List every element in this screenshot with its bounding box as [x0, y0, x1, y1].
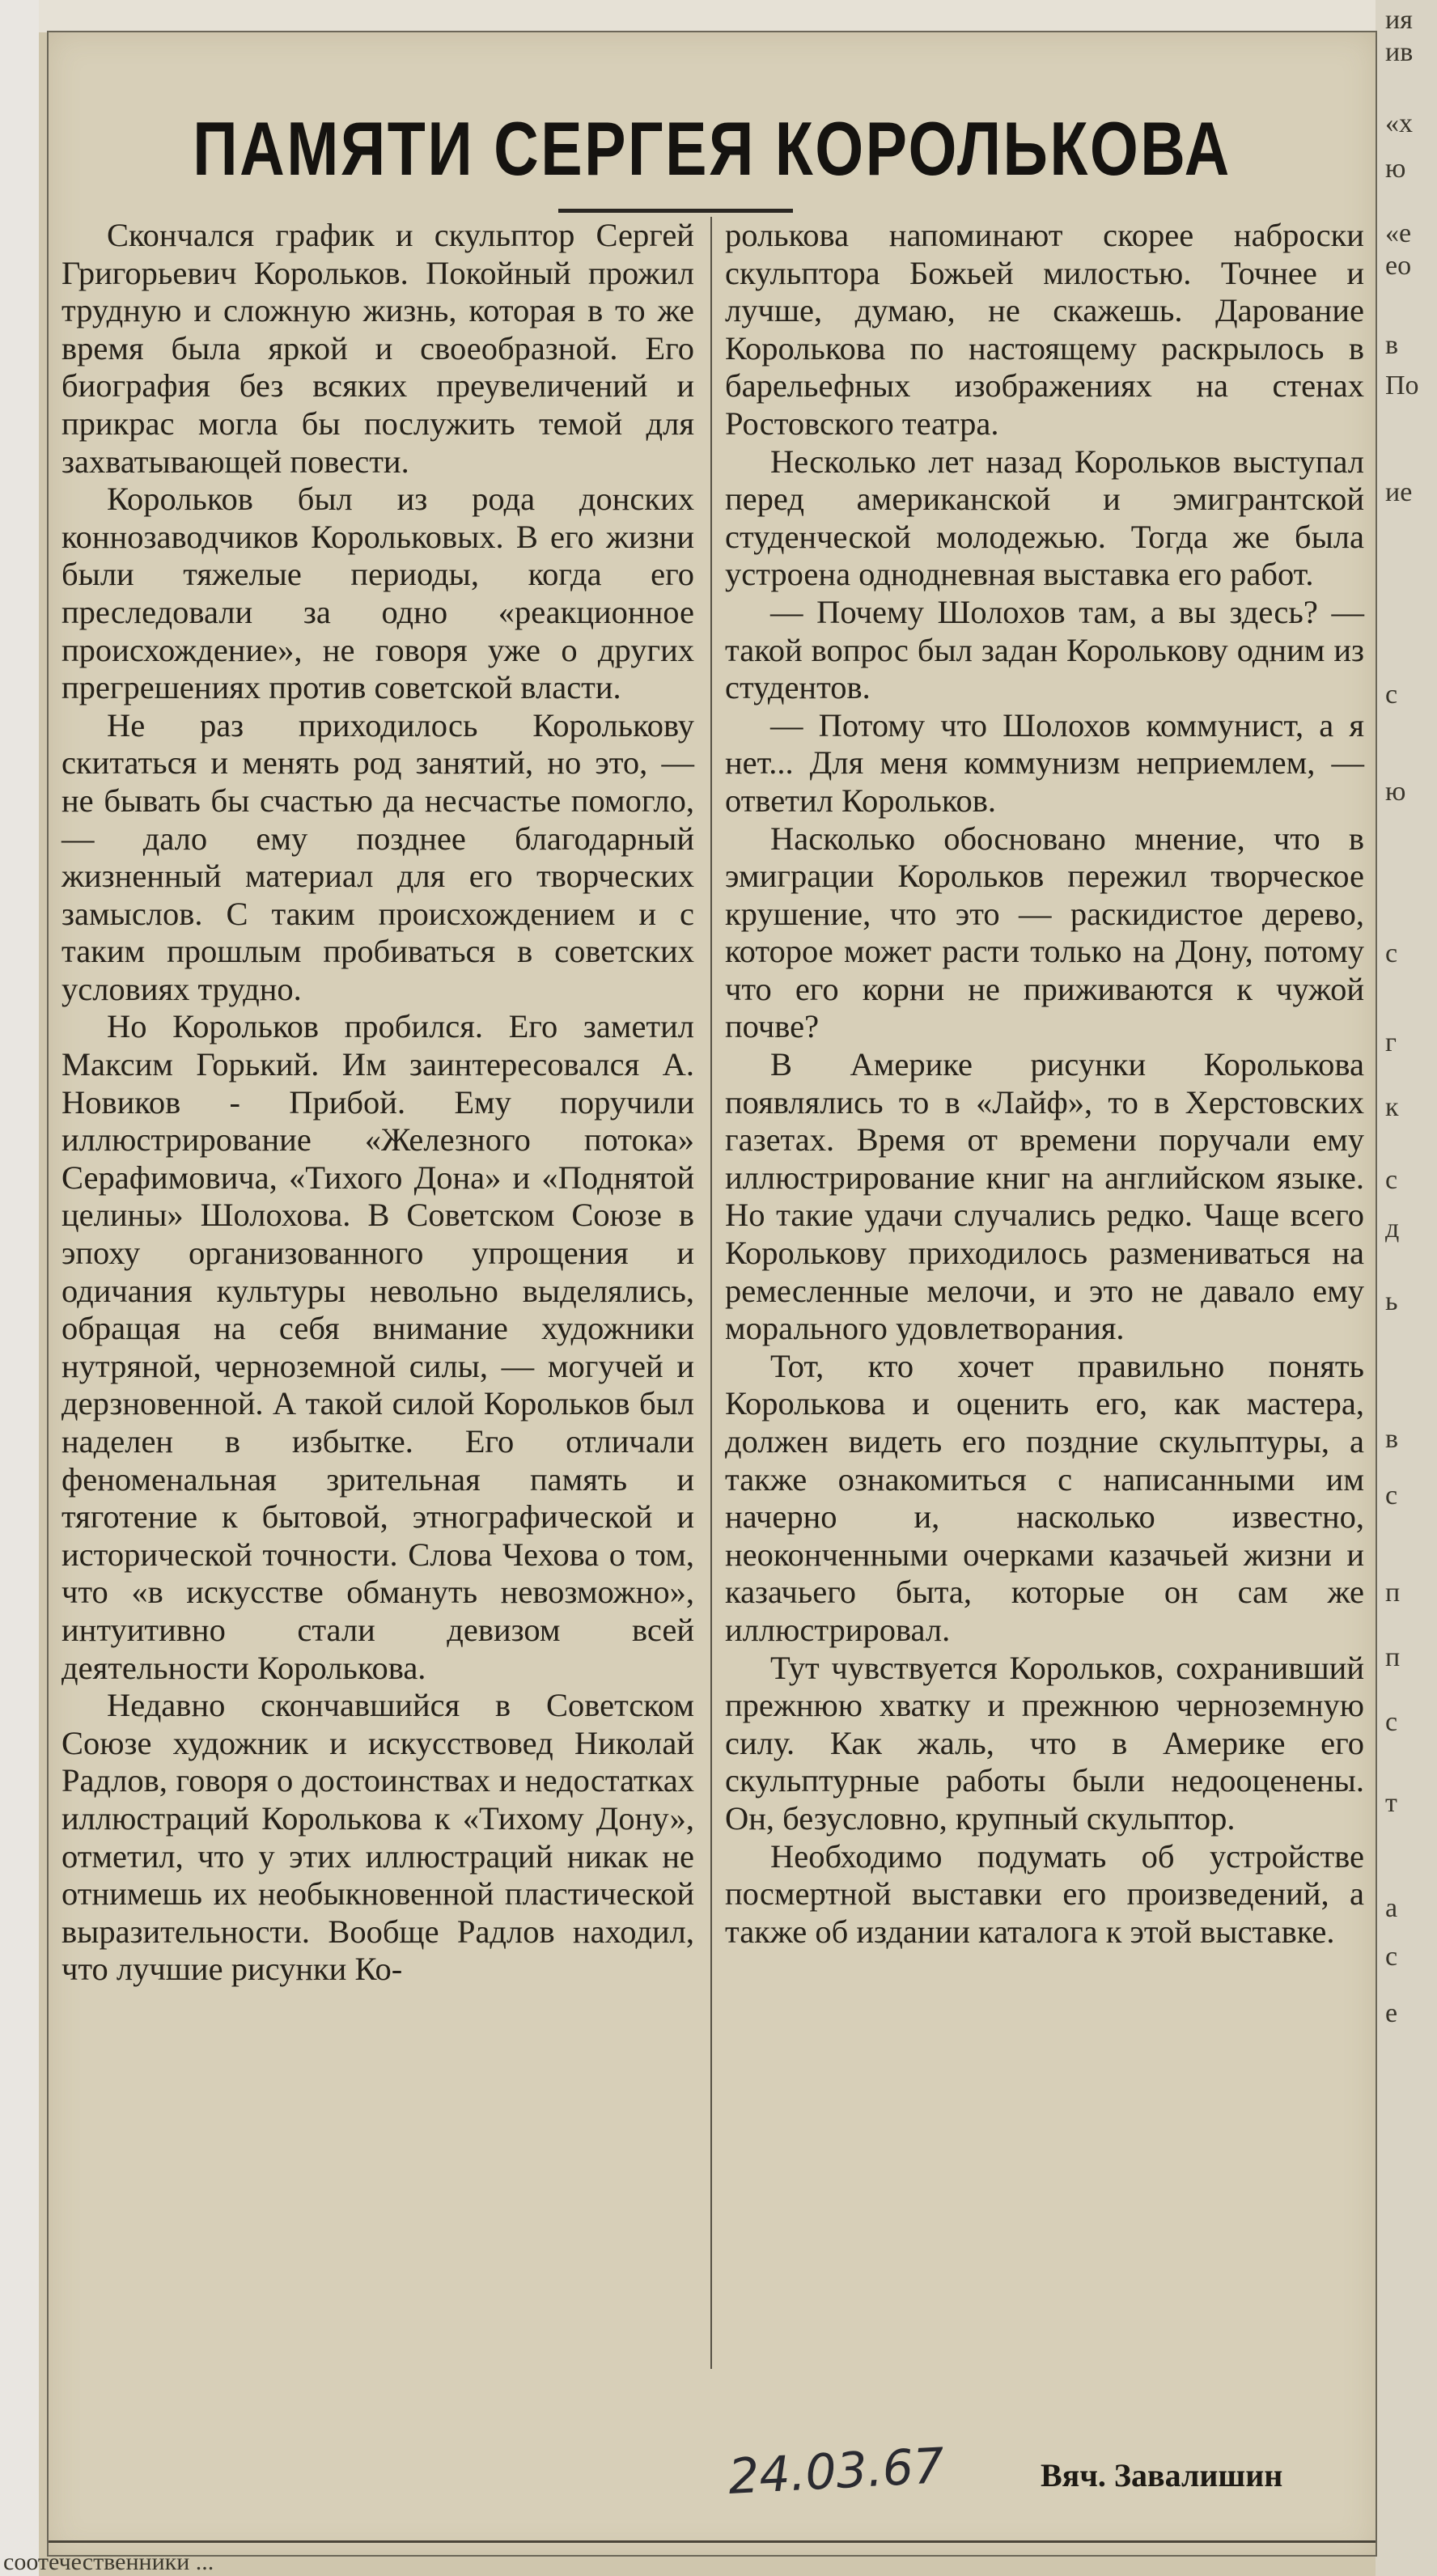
edge-fragment: с — [1385, 1707, 1398, 1737]
edge-fragment: п — [1385, 1578, 1401, 1608]
paragraph: Необходимо подумать об устройстве посмертной выставки его произведений, а также об издании каталога к этой выставке. — [725, 1837, 1364, 1950]
edge-fragment: с — [1385, 680, 1398, 710]
left-column — [61, 217, 694, 1989]
paragraph: Несколько лет назад Корольков выступал перед американской и эмигрантской студенческой молодежью. Тогда же была устроена однодневная выставка его работ. — [725, 443, 1364, 593]
edge-fragment: г — [1385, 1027, 1397, 1057]
paragraph: Недавно скончавшийся в Советском Союзе художник и искусствовед Николай Радлов, говоря о достоинствах и недостатках иллюстраций Королькова к «Тихому Дону», отметил, что у этих иллюстраций никак не отнимешь их необыкновенной пластической выразительности. Вообще Радлов находил, что лучшие рисунки Ко- — [61, 1687, 694, 1988]
edge-fragment: ь — [1385, 1286, 1398, 1316]
edge-fragment: с — [1385, 1481, 1398, 1510]
edge-fragment: в — [1385, 1424, 1399, 1454]
edge-fragment: «х — [1385, 108, 1413, 138]
edge-fragment: п — [1385, 1642, 1401, 1672]
newspaper-clipping — [47, 31, 1377, 2557]
paragraph: Скончался график и скульптор Сергей Григорьевич Корольков. Покойный прожил трудную и сложную жизнь, которая в то же время была яркой и своеобразной. Его биография без всяких преувеличений и прикрас могла бы послужить темой для захватывающей повести. — [61, 217, 694, 480]
right-column — [725, 217, 1364, 1951]
paragraph: Насколько обосновано мнение, что в эмиграции Корольков пережил творческое крушение, что это — раскидистое дерево, которое может расти только на Дону, потому что его корни не приживаются к чужой почве? — [725, 820, 1364, 1045]
bottom-rule — [49, 2540, 1376, 2543]
edge-fragment: д — [1385, 1214, 1400, 1244]
headline-rule — [558, 209, 793, 213]
edge-fragment: а — [1385, 1893, 1398, 1923]
edge-fragment: ео — [1385, 251, 1412, 281]
handwritten-date: 24.03.67 — [727, 2438, 946, 2506]
paragraph: ролькова напоминают скорее наброски скульптора Божьей милостью. Точнее и лучше, думаю, не скажешь. Дарование Королькова по настоящему раскрылось в барельефных изображениях на стенах Ростовского театра. — [725, 217, 1364, 442]
edge-fragment: с — [1385, 938, 1398, 968]
paragraph: В Америке рисунки Королькова появлялись то в «Лайф», то в Херстовских газетах. Время от времени поручали ему иллюстрирование книг на английском языке. Но такие удачи случались редко. Чаще всего Королькову приходилось размениваться на ремесленные мелочи, и это не давало ему морального удовлетворания. — [725, 1046, 1364, 1347]
paragraph: Не раз приходилось Королькову скитаться и менять род занятий, но это, — не бывать бы счастью да несчастье помогло, — дало ему позднее благодарный жизненный материал для его творческих замыслов. С таким происхождением и с таким прошлым пробиваться в советских условиях трудно. — [61, 706, 694, 1007]
edge-fragment: ия — [1385, 5, 1413, 35]
edge-fragment: т — [1385, 1788, 1397, 1818]
edge-fragment: с — [1385, 1942, 1398, 1972]
paragraph: Но Корольков пробился. Его заметил Максим Горький. Им заинтересовался А. Новиков - Прибой. Ему поручили иллюстрирование «Железного потока» Серафимовича, «Тихого Дона» и «Поднятой целины» Шолохова. В Советском Союзе в эпоху организованного упрощения и одичания культуры невольно выделялись, обращая на себя внимание художники нутряной, черноземной силы, — могучей и дерзновенной. А такой силой Корольков был наделен в избытке. Его отличали феноменальная зрительная память и тяготение к бытовой, этнографической и исторической точности. Слова Чехова о том, что «в искусстве обмануть невозможно», интуитивно стали девизом всей деятельности Королькова. — [61, 1008, 694, 1686]
edge-fragment: ю — [1385, 777, 1406, 807]
bottom-edge-fragment: соотечественники ... — [3, 2548, 214, 2575]
scan-background-left — [0, 0, 39, 2576]
edge-fragment: в — [1385, 330, 1399, 360]
edge-fragment: к — [1385, 1092, 1399, 1122]
headline: ПАМЯТИ СЕРГЕЯ КОРОЛЬКОВА — [193, 106, 1231, 191]
edge-fragment: ю — [1385, 154, 1406, 184]
edge-fragment: с — [1385, 1165, 1398, 1195]
paragraph: — Почему Шолохов там, а вы здесь? — такой вопрос был задан Королькову одним из студентов. — [725, 593, 1364, 706]
paragraph: Корольков был из рода донских коннозаводчиков Корольковых. В его жизни были тяжелые периоды, когда его преследовали за одно «реакционное происхождение», не говоря уже о других прегрешениях против советской власти. — [61, 481, 694, 706]
edge-fragment: ив — [1385, 37, 1414, 67]
edge-fragment: «е — [1385, 218, 1412, 248]
edge-fragment: ие — [1385, 477, 1413, 507]
author-signature: Вяч. Завалишин — [1041, 2457, 1283, 2493]
paragraph: Тут чувствуется Корольков, сохранивший прежнюю хватку и прежнюю черноземную силу. Как жаль, что в Америке его скульптурные работы были недооценены. Он, безусловно, крупный скульптор. — [725, 1649, 1364, 1837]
adjacent-clipping-text — [1379, 0, 1437, 2576]
paragraph: Тот, кто хочет правильно понять Королькова и оценить его, как мастера, должен видеть его поздние скульптуры, а также ознакомиться с написанными им начерно и, насколько известно, неоконченными очерками казачьей жизни и казачьего быта, которые он сам же иллюстрировал. — [725, 1347, 1364, 1648]
column-divider — [710, 217, 712, 2369]
scan-background-top — [39, 0, 1376, 32]
edge-fragment: По — [1385, 371, 1419, 400]
edge-fragment: е — [1385, 1998, 1398, 2028]
paragraph: — Потому что Шолохов коммунист, а я нет... Для меня коммунизм неприемлем, — ответил Корольков. — [725, 706, 1364, 819]
